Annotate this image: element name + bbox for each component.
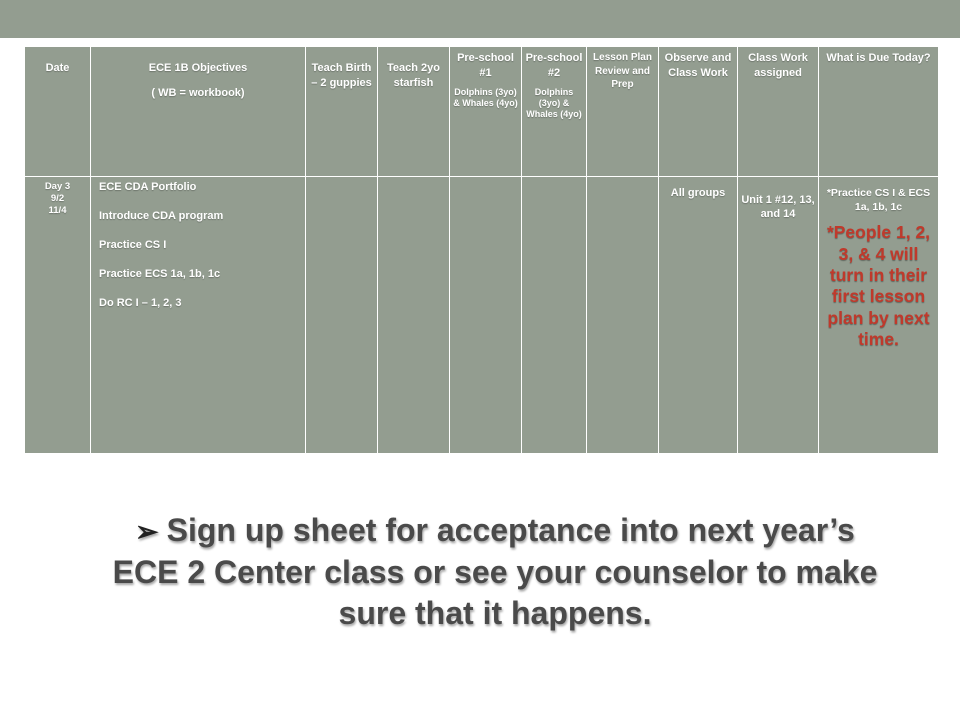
cell-teach-birth [306,177,378,454]
cell-preschool-2 [522,177,587,454]
header-objectives [91,47,306,177]
class-work-value: Unit 1 #12, 13, and 14 [741,194,815,221]
table-header-row [25,47,939,177]
header-teach-birth: Teach Birth – 2 guppies [306,47,378,177]
header-preschool-2-title: Pre-school #2 [525,52,583,79]
header-objectives-title: ECE 1B Objectives [148,62,248,74]
cell-class-work [738,177,819,454]
top-banner-bar [0,0,960,38]
list-item: Introduce CDA program [99,210,224,222]
cell-due-today [819,177,939,454]
header-observe: Observe and Class Work [659,47,738,177]
header-teach-2yo: Teach 2yo starfish [378,47,450,177]
header-date: Date [25,47,91,177]
arrow-bullet-icon: ➢ [135,516,159,547]
list-item: Do RC I – 1, 2, 3 [99,297,182,309]
header-class-work: Class Work assigned [738,47,819,177]
schedule-table [24,46,939,454]
due-lesson-plan-note: *People 1, 2, 3, & 4 will turn in their first lesson plan by next time. [826,222,931,349]
date-2: 11/4 [48,204,67,216]
date-1: 9/2 [50,192,65,204]
header-preschool-1 [450,47,522,177]
list-item: Practice CS I [99,239,167,251]
cell-objectives [91,177,306,454]
cell-lesson-plan [587,177,659,454]
header-due-today: What is Due Today? [819,47,939,177]
header-objectives-note: ( WB = workbook) [151,86,245,99]
day-label: Day 3 [44,181,71,192]
list-item: ECE CDA Portfolio [99,181,197,193]
header-preschool-2 [522,47,587,177]
cell-teach-2yo [378,177,450,454]
signup-bullet [100,510,890,635]
header-lesson-plan: Lesson Plan Review and Prep [587,47,659,177]
signup-bullet-text: Sign up sheet for acceptance into next year’s ECE 2 Center class or see your counselor to make sure that it happens. [112,512,878,632]
header-preschool-2-groups: Dolphins (3yo) & Whales (4yo) [526,86,582,120]
header-preschool-1-groups: Dolphins (3yo) & Whales (4yo) [453,86,518,108]
objectives-list [94,181,302,309]
observe-value: All groups [670,187,726,199]
cell-day [25,177,91,454]
cell-observe [659,177,738,454]
header-preschool-1-title: Pre-school #1 [457,52,514,79]
table-row [25,177,939,454]
cell-preschool-1 [450,177,522,454]
due-practice-note: *Practice CS I & ECS 1a, 1b, 1c [826,187,931,213]
list-item: Practice ECS 1a, 1b, 1c [99,268,221,280]
